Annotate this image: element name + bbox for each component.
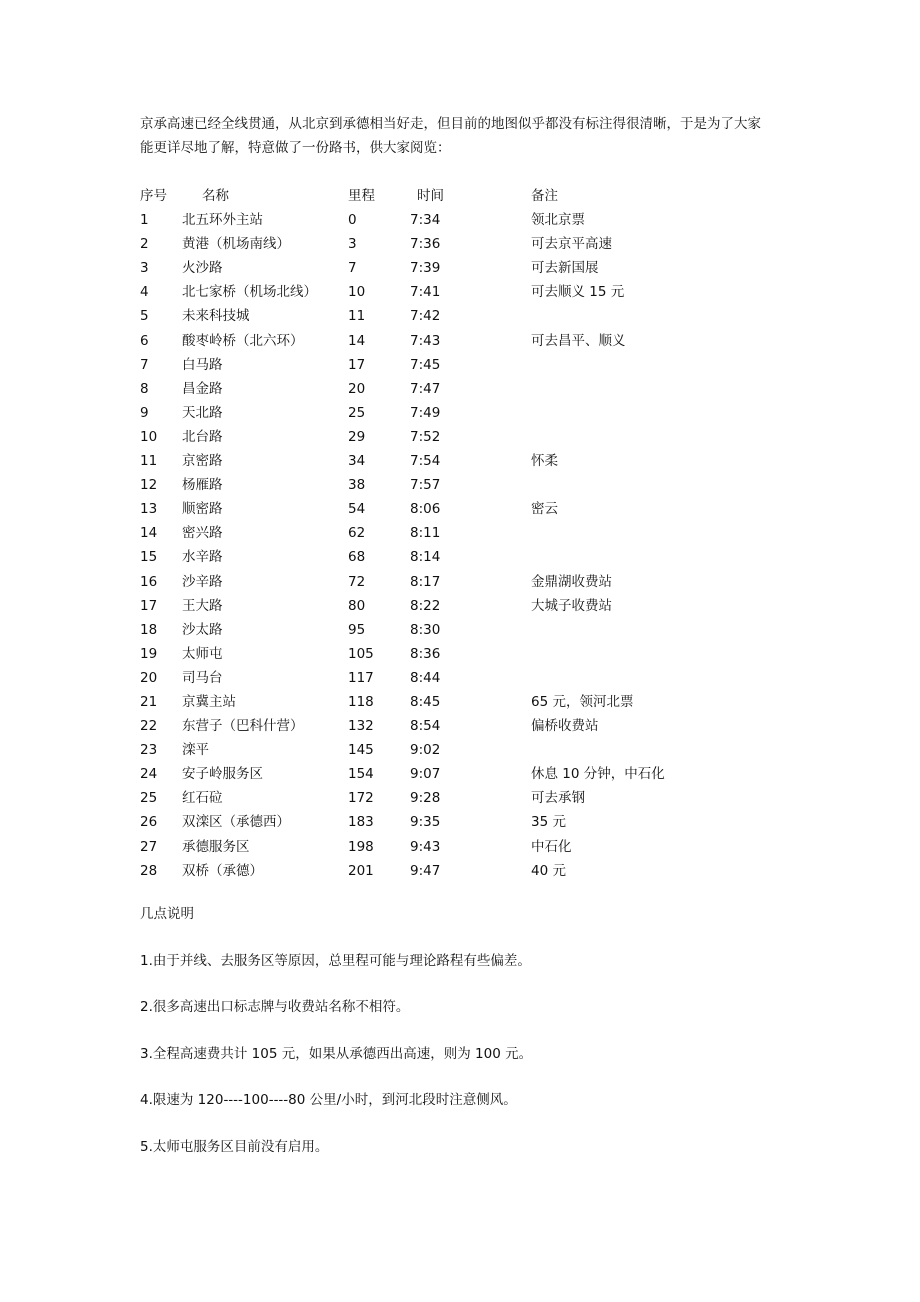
cell-no: 18 bbox=[140, 621, 158, 638]
table-row bbox=[140, 786, 700, 810]
cell-name: 北台路 bbox=[182, 428, 223, 445]
cell-note: 金鼎湖收费站 bbox=[531, 573, 612, 590]
cell-no: 28 bbox=[140, 862, 158, 879]
cell-time: 7:54 bbox=[410, 453, 441, 470]
table-row bbox=[140, 256, 700, 280]
cell-name: 酸枣岭桥（北六环） bbox=[182, 332, 304, 349]
cell-km: 3 bbox=[348, 236, 357, 253]
cell-no: 5 bbox=[140, 308, 149, 325]
cell-km: 172 bbox=[348, 790, 374, 807]
table-row bbox=[140, 666, 700, 690]
cell-note: 可去顺义 15 元 bbox=[531, 284, 625, 301]
note-item: 5.太师屯服务区目前没有启用。 bbox=[140, 1138, 329, 1155]
cell-km: 10 bbox=[348, 284, 366, 301]
table-row bbox=[140, 232, 700, 256]
cell-no: 12 bbox=[140, 477, 158, 494]
cell-no: 16 bbox=[140, 573, 158, 590]
table-row bbox=[140, 835, 700, 859]
cell-name: 王大路 bbox=[182, 597, 223, 614]
cell-name: 京冀主站 bbox=[182, 693, 236, 710]
cell-no: 8 bbox=[140, 380, 149, 397]
cell-no: 19 bbox=[140, 645, 158, 662]
table-row bbox=[140, 425, 700, 449]
cell-km: 183 bbox=[348, 814, 374, 831]
cell-time: 7:36 bbox=[410, 236, 441, 253]
table-row bbox=[140, 859, 700, 883]
table-row bbox=[140, 521, 700, 545]
table-row bbox=[140, 329, 700, 353]
table-row bbox=[140, 810, 700, 834]
cell-time: 9:28 bbox=[410, 790, 441, 807]
cell-no: 4 bbox=[140, 284, 149, 301]
note-item: 2.很多高速出口标志牌与收费站名称不相符。 bbox=[140, 999, 410, 1015]
cell-name: 太师屯 bbox=[182, 645, 223, 662]
cell-time: 8:54 bbox=[410, 718, 441, 735]
cell-name: 密兴路 bbox=[182, 525, 223, 542]
note-item: 3.全程高速费共计 105 元，如果从承德西出高速，则为 100 元。 bbox=[140, 1045, 533, 1062]
cell-km: 38 bbox=[348, 477, 366, 494]
cell-time: 7:43 bbox=[410, 332, 441, 349]
cell-note: 领北京票 bbox=[531, 212, 585, 229]
cell-note: 偏桥收费站 bbox=[531, 718, 599, 735]
cell-no: 1 bbox=[140, 212, 149, 229]
cell-time: 8:45 bbox=[410, 693, 441, 710]
table-row bbox=[140, 545, 700, 569]
cell-km: 25 bbox=[348, 404, 366, 421]
cell-km: 0 bbox=[348, 212, 357, 229]
table-row bbox=[140, 280, 700, 304]
cell-name: 黄港（机场南线） bbox=[182, 236, 290, 253]
header-no: 序号 bbox=[140, 188, 167, 204]
cell-note: 中石化 bbox=[531, 838, 572, 855]
cell-note: 大城子收费站 bbox=[531, 597, 612, 614]
cell-km: 7 bbox=[348, 260, 357, 277]
cell-no: 9 bbox=[140, 404, 149, 421]
cell-km: 132 bbox=[348, 718, 374, 735]
cell-no: 13 bbox=[140, 501, 158, 518]
cell-note: 密云 bbox=[531, 501, 558, 518]
table-row bbox=[140, 714, 700, 738]
header-time: 时间 bbox=[417, 188, 444, 204]
cell-no: 17 bbox=[140, 597, 158, 614]
cell-no: 6 bbox=[140, 332, 149, 349]
cell-name: 杨雁路 bbox=[182, 477, 223, 494]
cell-time: 9:35 bbox=[410, 814, 441, 831]
cell-km: 17 bbox=[348, 356, 366, 373]
table-row bbox=[140, 618, 700, 642]
cell-note: 可去昌平、顺义 bbox=[531, 332, 626, 349]
table-row bbox=[140, 762, 700, 786]
cell-name: 东营子（巴科什营） bbox=[182, 718, 304, 735]
cell-no: 2 bbox=[140, 236, 149, 253]
header-km: 里程 bbox=[348, 188, 375, 204]
table-row bbox=[140, 594, 700, 618]
intro-line-2: 能更详尽地了解，特意做了一份路书，供大家阅览： bbox=[140, 140, 451, 156]
table-row bbox=[140, 208, 700, 232]
cell-name: 昌金路 bbox=[182, 380, 223, 397]
cell-km: 62 bbox=[348, 525, 366, 542]
table-row bbox=[140, 473, 700, 497]
cell-time: 7:42 bbox=[410, 308, 441, 325]
cell-km: 29 bbox=[348, 428, 366, 445]
cell-no: 10 bbox=[140, 428, 158, 445]
cell-km: 105 bbox=[348, 645, 374, 662]
table-row bbox=[140, 738, 700, 762]
cell-name: 白马路 bbox=[182, 356, 223, 373]
cell-km: 198 bbox=[348, 838, 374, 855]
note-item: 4.限速为 120----100----80 公里/小时，到河北段时注意侧风。 bbox=[140, 1092, 517, 1108]
notes-section bbox=[140, 903, 840, 1182]
cell-no: 7 bbox=[140, 356, 149, 373]
cell-name: 司马台 bbox=[182, 669, 223, 686]
route-table bbox=[140, 184, 700, 883]
cell-name: 未来科技城 bbox=[182, 308, 250, 325]
cell-time: 7:47 bbox=[410, 380, 441, 397]
cell-km: 68 bbox=[348, 549, 366, 566]
cell-name: 火沙路 bbox=[182, 260, 223, 277]
cell-km: 154 bbox=[348, 766, 374, 783]
cell-note: 可去京平高速 bbox=[531, 236, 612, 253]
cell-note: 休息 10 分钟，中石化 bbox=[531, 766, 665, 783]
cell-time: 8:36 bbox=[410, 645, 441, 662]
cell-km: 11 bbox=[348, 308, 366, 325]
cell-time: 9:43 bbox=[410, 838, 441, 855]
cell-km: 201 bbox=[348, 862, 374, 879]
intro-paragraph bbox=[140, 112, 790, 160]
table-row bbox=[140, 449, 700, 473]
cell-note: 35 元 bbox=[531, 814, 566, 831]
table-body bbox=[140, 208, 700, 883]
cell-time: 8:17 bbox=[410, 573, 441, 590]
header-name: 名称 bbox=[202, 188, 229, 204]
cell-km: 118 bbox=[348, 693, 374, 710]
cell-name: 北七家桥（机场北线） bbox=[182, 284, 317, 301]
cell-name: 北五环外主站 bbox=[182, 212, 263, 229]
cell-time: 8:06 bbox=[410, 501, 441, 518]
table-row bbox=[140, 377, 700, 401]
cell-km: 20 bbox=[348, 380, 366, 397]
cell-time: 8:30 bbox=[410, 621, 441, 638]
cell-no: 14 bbox=[140, 525, 158, 542]
cell-time: 9:47 bbox=[410, 862, 441, 879]
cell-no: 15 bbox=[140, 549, 158, 566]
cell-name: 京密路 bbox=[182, 453, 223, 470]
cell-name: 水辛路 bbox=[182, 549, 223, 566]
cell-time: 7:39 bbox=[410, 260, 441, 277]
cell-time: 7:49 bbox=[410, 404, 441, 421]
cell-no: 27 bbox=[140, 838, 158, 855]
table-header-row bbox=[140, 184, 700, 208]
cell-name: 安子岭服务区 bbox=[182, 766, 263, 783]
cell-name: 沙太路 bbox=[182, 621, 223, 638]
header-note: 备注 bbox=[531, 188, 558, 204]
cell-km: 34 bbox=[348, 453, 366, 470]
cell-no: 3 bbox=[140, 260, 149, 277]
cell-km: 54 bbox=[348, 501, 366, 518]
cell-time: 8:44 bbox=[410, 669, 441, 686]
cell-name: 天北路 bbox=[182, 404, 223, 421]
cell-name: 承德服务区 bbox=[182, 838, 250, 855]
cell-note: 40 元 bbox=[531, 862, 566, 879]
note-item: 1.由于并线、去服务区等原因，总里程可能与理论路程有些偏差。 bbox=[140, 952, 531, 969]
table-row bbox=[140, 497, 700, 521]
cell-name: 沙辛路 bbox=[182, 573, 223, 590]
cell-time: 7:57 bbox=[410, 477, 441, 494]
cell-note: 65 元，领河北票 bbox=[531, 693, 634, 710]
table-row bbox=[140, 642, 700, 666]
cell-time: 9:02 bbox=[410, 742, 441, 759]
notes-title: 几点说明 bbox=[140, 906, 194, 922]
cell-name: 红石砬 bbox=[182, 790, 223, 807]
table-row bbox=[140, 353, 700, 377]
cell-time: 7:45 bbox=[410, 356, 441, 373]
cell-no: 26 bbox=[140, 814, 158, 831]
table-row bbox=[140, 304, 700, 328]
cell-time: 7:52 bbox=[410, 428, 441, 445]
cell-time: 7:34 bbox=[410, 212, 441, 229]
cell-km: 117 bbox=[348, 669, 374, 686]
cell-no: 22 bbox=[140, 718, 158, 735]
cell-time: 8:22 bbox=[410, 597, 441, 614]
cell-km: 145 bbox=[348, 742, 374, 759]
intro-line-1: 京承高速已经全线贯通，从北京到承德相当好走，但目前的地图似乎都没有标注得很清晰，于是为了大家 bbox=[140, 116, 761, 132]
cell-km: 14 bbox=[348, 332, 366, 349]
cell-name: 双滦区（承德西） bbox=[182, 814, 290, 831]
table-row bbox=[140, 570, 700, 594]
cell-no: 24 bbox=[140, 766, 158, 783]
cell-name: 双桥（承德） bbox=[182, 862, 263, 879]
cell-note: 可去承钢 bbox=[531, 790, 585, 807]
cell-time: 8:14 bbox=[410, 549, 441, 566]
cell-name: 顺密路 bbox=[182, 501, 223, 518]
cell-km: 80 bbox=[348, 597, 366, 614]
cell-no: 20 bbox=[140, 669, 158, 686]
cell-km: 72 bbox=[348, 573, 366, 590]
cell-note: 可去新国展 bbox=[531, 260, 599, 277]
cell-time: 9:07 bbox=[410, 766, 441, 783]
table-row bbox=[140, 401, 700, 425]
cell-no: 21 bbox=[140, 693, 158, 710]
cell-name: 滦平 bbox=[182, 742, 209, 759]
cell-no: 25 bbox=[140, 790, 158, 807]
cell-time: 7:41 bbox=[410, 284, 441, 301]
cell-time: 8:11 bbox=[410, 525, 441, 542]
cell-no: 11 bbox=[140, 453, 158, 470]
table-row bbox=[140, 690, 700, 714]
cell-note: 怀柔 bbox=[531, 453, 558, 470]
cell-no: 23 bbox=[140, 742, 158, 759]
cell-km: 95 bbox=[348, 621, 366, 638]
